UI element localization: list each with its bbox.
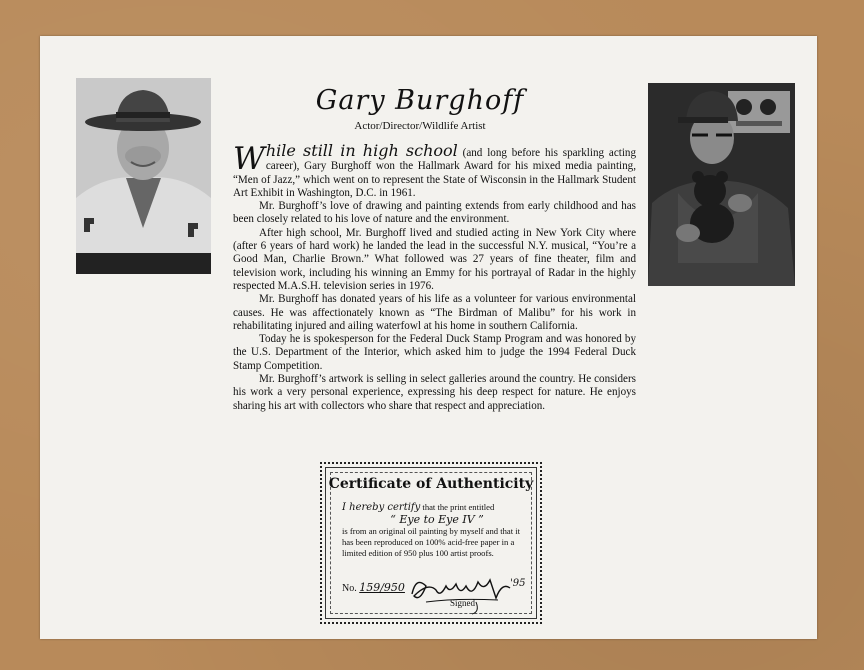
edition-number-value: 159/950	[359, 581, 405, 594]
bio-paragraph-4: Mr. Burghoff has donated years of his life as a volunteer for various environmental causes. He was affectionately known as “The Birdman of Malibu” for his work in rehabilitating injured and ailing waterfowl at his home in southern California.	[233, 293, 636, 332]
artist-roles-subtitle: Actor/Director/Wildlife Artist	[354, 120, 486, 132]
certificate-body-text: is from an original oil painting by myself and that it has been reproduced on 100% acid-free paper in a limited edition of 950 plus 100 artist proofs.	[342, 526, 521, 558]
edition-number	[342, 581, 405, 594]
artist-signature	[406, 572, 516, 616]
bio-paragraph-2: Mr. Burghoff’s love of drawing and painting extends from early childhood and has been closely related to his love of nature and the environment.	[233, 200, 636, 226]
biography-text	[233, 141, 636, 413]
artist-name-title: Gary Burghoff	[315, 85, 525, 116]
edition-number-label: No.	[342, 583, 357, 594]
portrait-photo-radar-mash	[648, 83, 795, 286]
bio-paragraph-3: After high school, Mr. Burghoff lived and studied acting in New York City where (after 6 years of hard work) he landed the lead in the successful N.Y. musical, “You’re a Good Man, Charlie Brown.” What followed was 27 years of fine theater, film and television work, including his winning an Emmy for his portrayal of Radar in the highly respected M.A.S.H. television series in 1976.	[233, 226, 636, 292]
certificate-title: Certificate of Authenticity	[328, 476, 534, 492]
signed-label: Signed	[450, 598, 476, 608]
certificate-of-authenticity	[320, 462, 542, 624]
certificate-statement	[342, 502, 522, 559]
bio-paragraph-1	[233, 141, 636, 200]
bio-paragraph-5: Today he is spokesperson for the Federal Duck Stamp Program and was honored by the U.S. Department of the Interior, which asked him to judge the 1994 Federal Duck Stamp Competition.	[233, 333, 636, 372]
bio-leadin: hile still in high school	[265, 141, 458, 160]
artist-bio-sheet	[40, 36, 817, 639]
drop-cap: W	[233, 141, 265, 177]
bio-paragraph-6: Mr. Burghoff’s artwork is selling in select galleries around the country. He considers his work a very personal experience, expressing his deep respect for nature. He enjoys sharing his art with collectors who share that respect and appreciation.	[233, 373, 636, 412]
print-title: “ Eye to Eye IV ”	[390, 513, 484, 526]
portrait-photo-cowboy-hat	[76, 78, 211, 274]
certify-script: I hereby certify	[342, 502, 421, 513]
signature-date: '95	[510, 578, 526, 589]
certify-rest: that the print entitled	[420, 502, 495, 512]
bio-paragraph-1-text: (and long before his sparkling acting career), Gary Burghoff won the Hallmark Award for his mixed media painting, “Men of Jazz,” which went on to represent the State of Wisconsin in the Hallmark Student Art Exhibit in Washington, D.C. in 1961.	[233, 147, 636, 199]
